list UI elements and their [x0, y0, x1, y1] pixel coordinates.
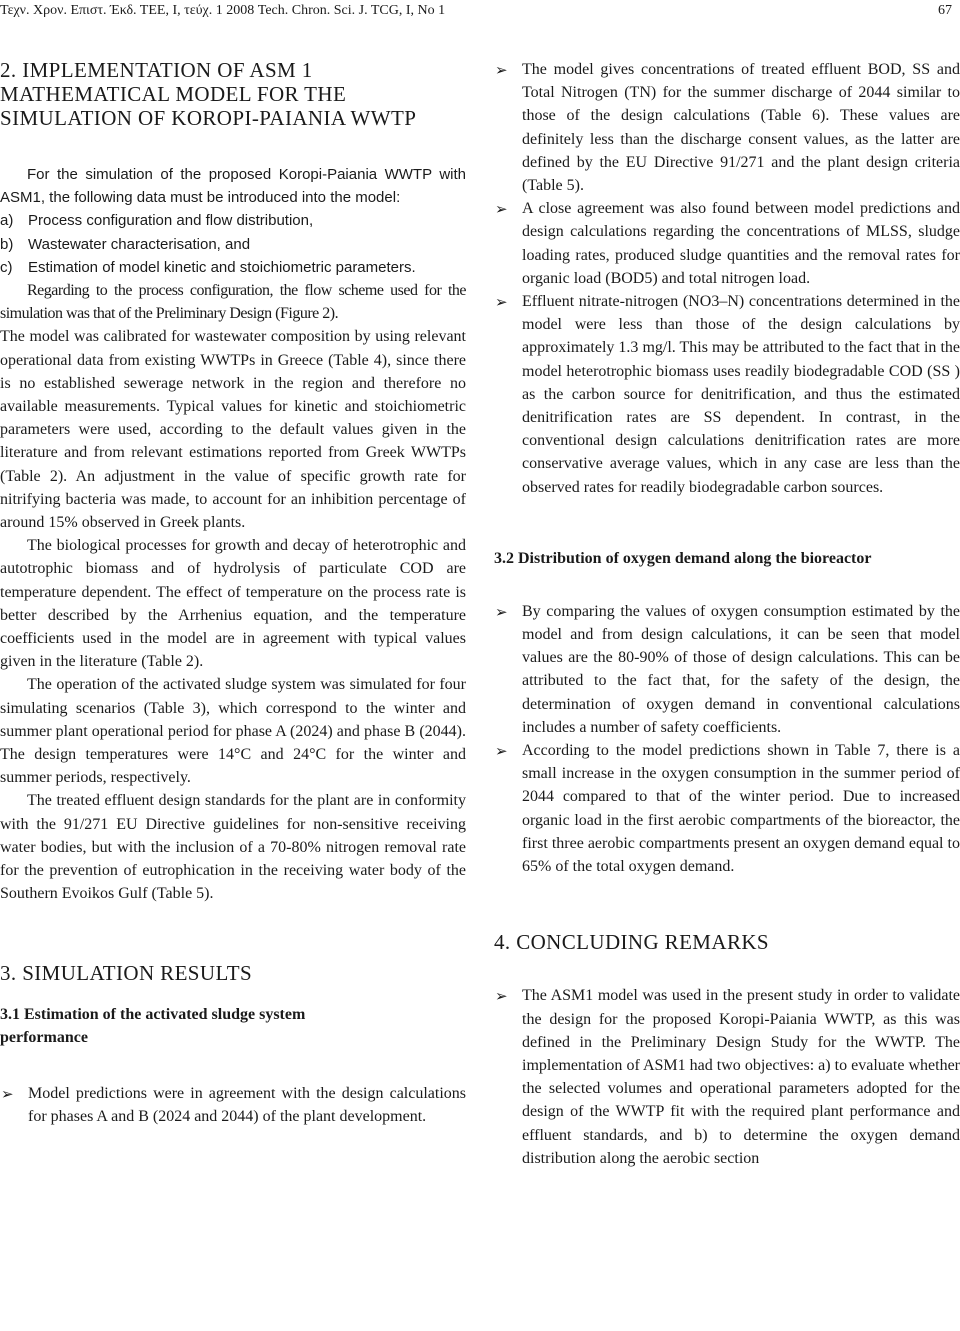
arrow-bullet-icon: ➢ — [1, 1084, 14, 1103]
paragraph-scenarios: The operation of the activated sludge system was simulated for four simulating scenarios (Table 3), which correspond to the winter and summer plant operational period for phase A (2024) and phase B (2044). The design temperatures were 14°C and 24°C for the winter and summer periods, respectively. — [0, 676, 466, 787]
section-3-2-bullets — [494, 600, 960, 878]
paragraph-process-configuration: Regarding to the process configuration, the flow scheme used for the simulation was that of the Preliminary Design (Figure 2). — [0, 282, 466, 323]
bullet-item: ➢ The model gives concentrations of treated effluent BOD, SS and Total Nitrogen (TN) for the summer discharge of 2044 similar to those of the design calculations (Table 6). These values are definitely less than the discharge consent values, as the latter are defined by the EU Directive 91/271 and the plant design criteria (Table 5). — [495, 61, 960, 195]
bullet-item: ➢ By comparing the values of oxygen consumption estimated by the model and from design calculations, it can be seen that model values are the 80-90% of those of design calculations. This can be attributed to the fact that, for the safety of the design, the determination of oxygen demand in conventional calculations includes a number of safety coefficients. — [495, 602, 960, 736]
journal-citation: Τεχν. Χρον. Επιστ. Έκδ. ΤΕΕ, Ι, τεύχ. 1 2008 Tech. Chron. Sci. J. TCG, I, No 1 — [0, 3, 446, 18]
arrow-bullet-icon: ➢ — [495, 200, 508, 219]
section-2-intro: For the simulation of the proposed Koropi-Paiania WWTP with ASM1, the following data must be introduced into the model: — [0, 166, 466, 207]
arrow-bullet-icon: ➢ — [495, 987, 508, 1006]
list-item-b: b) Wastewater characterisation, and — [0, 235, 251, 253]
paragraph-effluent-standards: The treated effluent design standards for the plant are in conformity with the 91/271 EU Directive guidelines for non-sensitive receiving water bodies, but with the inclusion of a 70-80% nitrogen removal rate for the prevention of eutrophication in the receiving water body of the Southern Evoikos Gulf (Table 5). — [0, 792, 466, 903]
section-2-heading: 2. IMPLEMENTATION OF ASM 1 MATHEMATICAL MODEL FOR THE SIMULATION OF KOROPI-PAIANIA WWTP — [0, 58, 417, 130]
arrow-bullet-icon: ➢ — [495, 61, 508, 79]
bullet-item: ➢ The ASM1 model was used in the present study in order to validate the design for the proposed Koropi-Paiania WWTP, as this was defined in the Preliminary Design Study for the WWTP. The implementation of ASM1 had two objectives: a) to evaluate whether the selected volumes and operational parameters adopted for the design of the WWTP fit with the required plant performance and effluent standards, and b) to determine the oxygen demand distribution along the aerobic section — [495, 987, 960, 1167]
section-3-1-bullets — [0, 1082, 466, 1128]
arrow-bullet-icon: ➢ — [495, 293, 508, 312]
model-data-list — [0, 209, 466, 279]
bullet-item: ➢ Model predictions were in agreement with the design calculations for phases A and B (2024 and 2044) of the plant development. — [1, 1084, 466, 1125]
list-item-c: c) Estimation of model kinetic and stoichiometric parameters. — [0, 258, 416, 276]
section-3-1-bullets-continued — [494, 58, 960, 499]
paragraph-calibration: The model was calibrated for wastewater composition by using relevant operational data from existing WWTPs in Greece (Table 4), since there is no established sewerage network in the region and therefore no available measurements. Typical values for kinetic and stoichiometric parameters were used, according to the default values given in the literature and from relevant estimations reported from Greek WWTPs (Table 2). An adjustment in the value of specific growth rate for nitrifying bacteria was made, to account for an inhibition percentage of around 15% observed in Greek plants. — [0, 328, 466, 532]
right-column — [494, 58, 960, 1170]
arrow-bullet-icon: ➢ — [495, 602, 508, 621]
bullet-item: ➢ Effluent nitrate-nitrogen (NO3–N) concentrations determined in the model were less than those of the design calculations by approximately 1.3 mg/l. This may be attributed to the fact that in the model heterotrophic biomass uses readily biodegradable COD (SS ) as the carbon source for denitrification, and thus the estimated denitrification rates are SS dependent. In contrast, in the conventional design calculations denitrification rates are more conservative average values, which in any case are less than the observed rates for readily biodegradable carbon sources. — [495, 293, 960, 496]
running-header — [0, 3, 960, 27]
left-column — [0, 58, 466, 1128]
section-4-heading: 4. CONCLUDING REMARKS — [494, 930, 770, 955]
arrow-bullet-icon: ➢ — [495, 742, 508, 761]
list-item-a: a) Process configuration and flow distribution, — [0, 212, 314, 230]
section-4-bullets — [494, 984, 960, 1170]
paragraph-temperature: The biological processes for growth and decay of heterotrophic and autotrophic biomass and of hydrolysis of particulate COD are temperature dependent. The effect of temperature on the process rate is better described by the Arrhenius equation, and the temperature coefficients used in the model are in agreement with typical values given in the literature (Table 2). — [0, 537, 466, 671]
bullet-item: ➢ A close agreement was also found between model predictions and design calculations regarding the concentrations of MLSS, sludge loading rates, produced sludge quantities and the removal rates for organic load (BOD5) and total nitrogen load. — [495, 200, 960, 287]
bullet-item: ➢ According to the model predictions shown in Table 7, there is a small increase in the oxygen consumption in the summer period of 2044 compared to that of the winter period. Due to increased organic load in the first aerobic compartments of the bioreactor, the first three aerobic compartments present an oxygen demand equal to 65% of the total oxygen demand. — [495, 742, 960, 876]
section-3-heading: 3. SIMULATION RESULTS — [0, 960, 253, 985]
section-3-1-heading: 3.1 Estimation of the activated sludge system performance — [0, 1005, 306, 1046]
section-3-2-heading: 3.2 Distribution of oxygen demand along the bioreactor — [494, 549, 872, 567]
page-number: 67 — [938, 3, 952, 18]
